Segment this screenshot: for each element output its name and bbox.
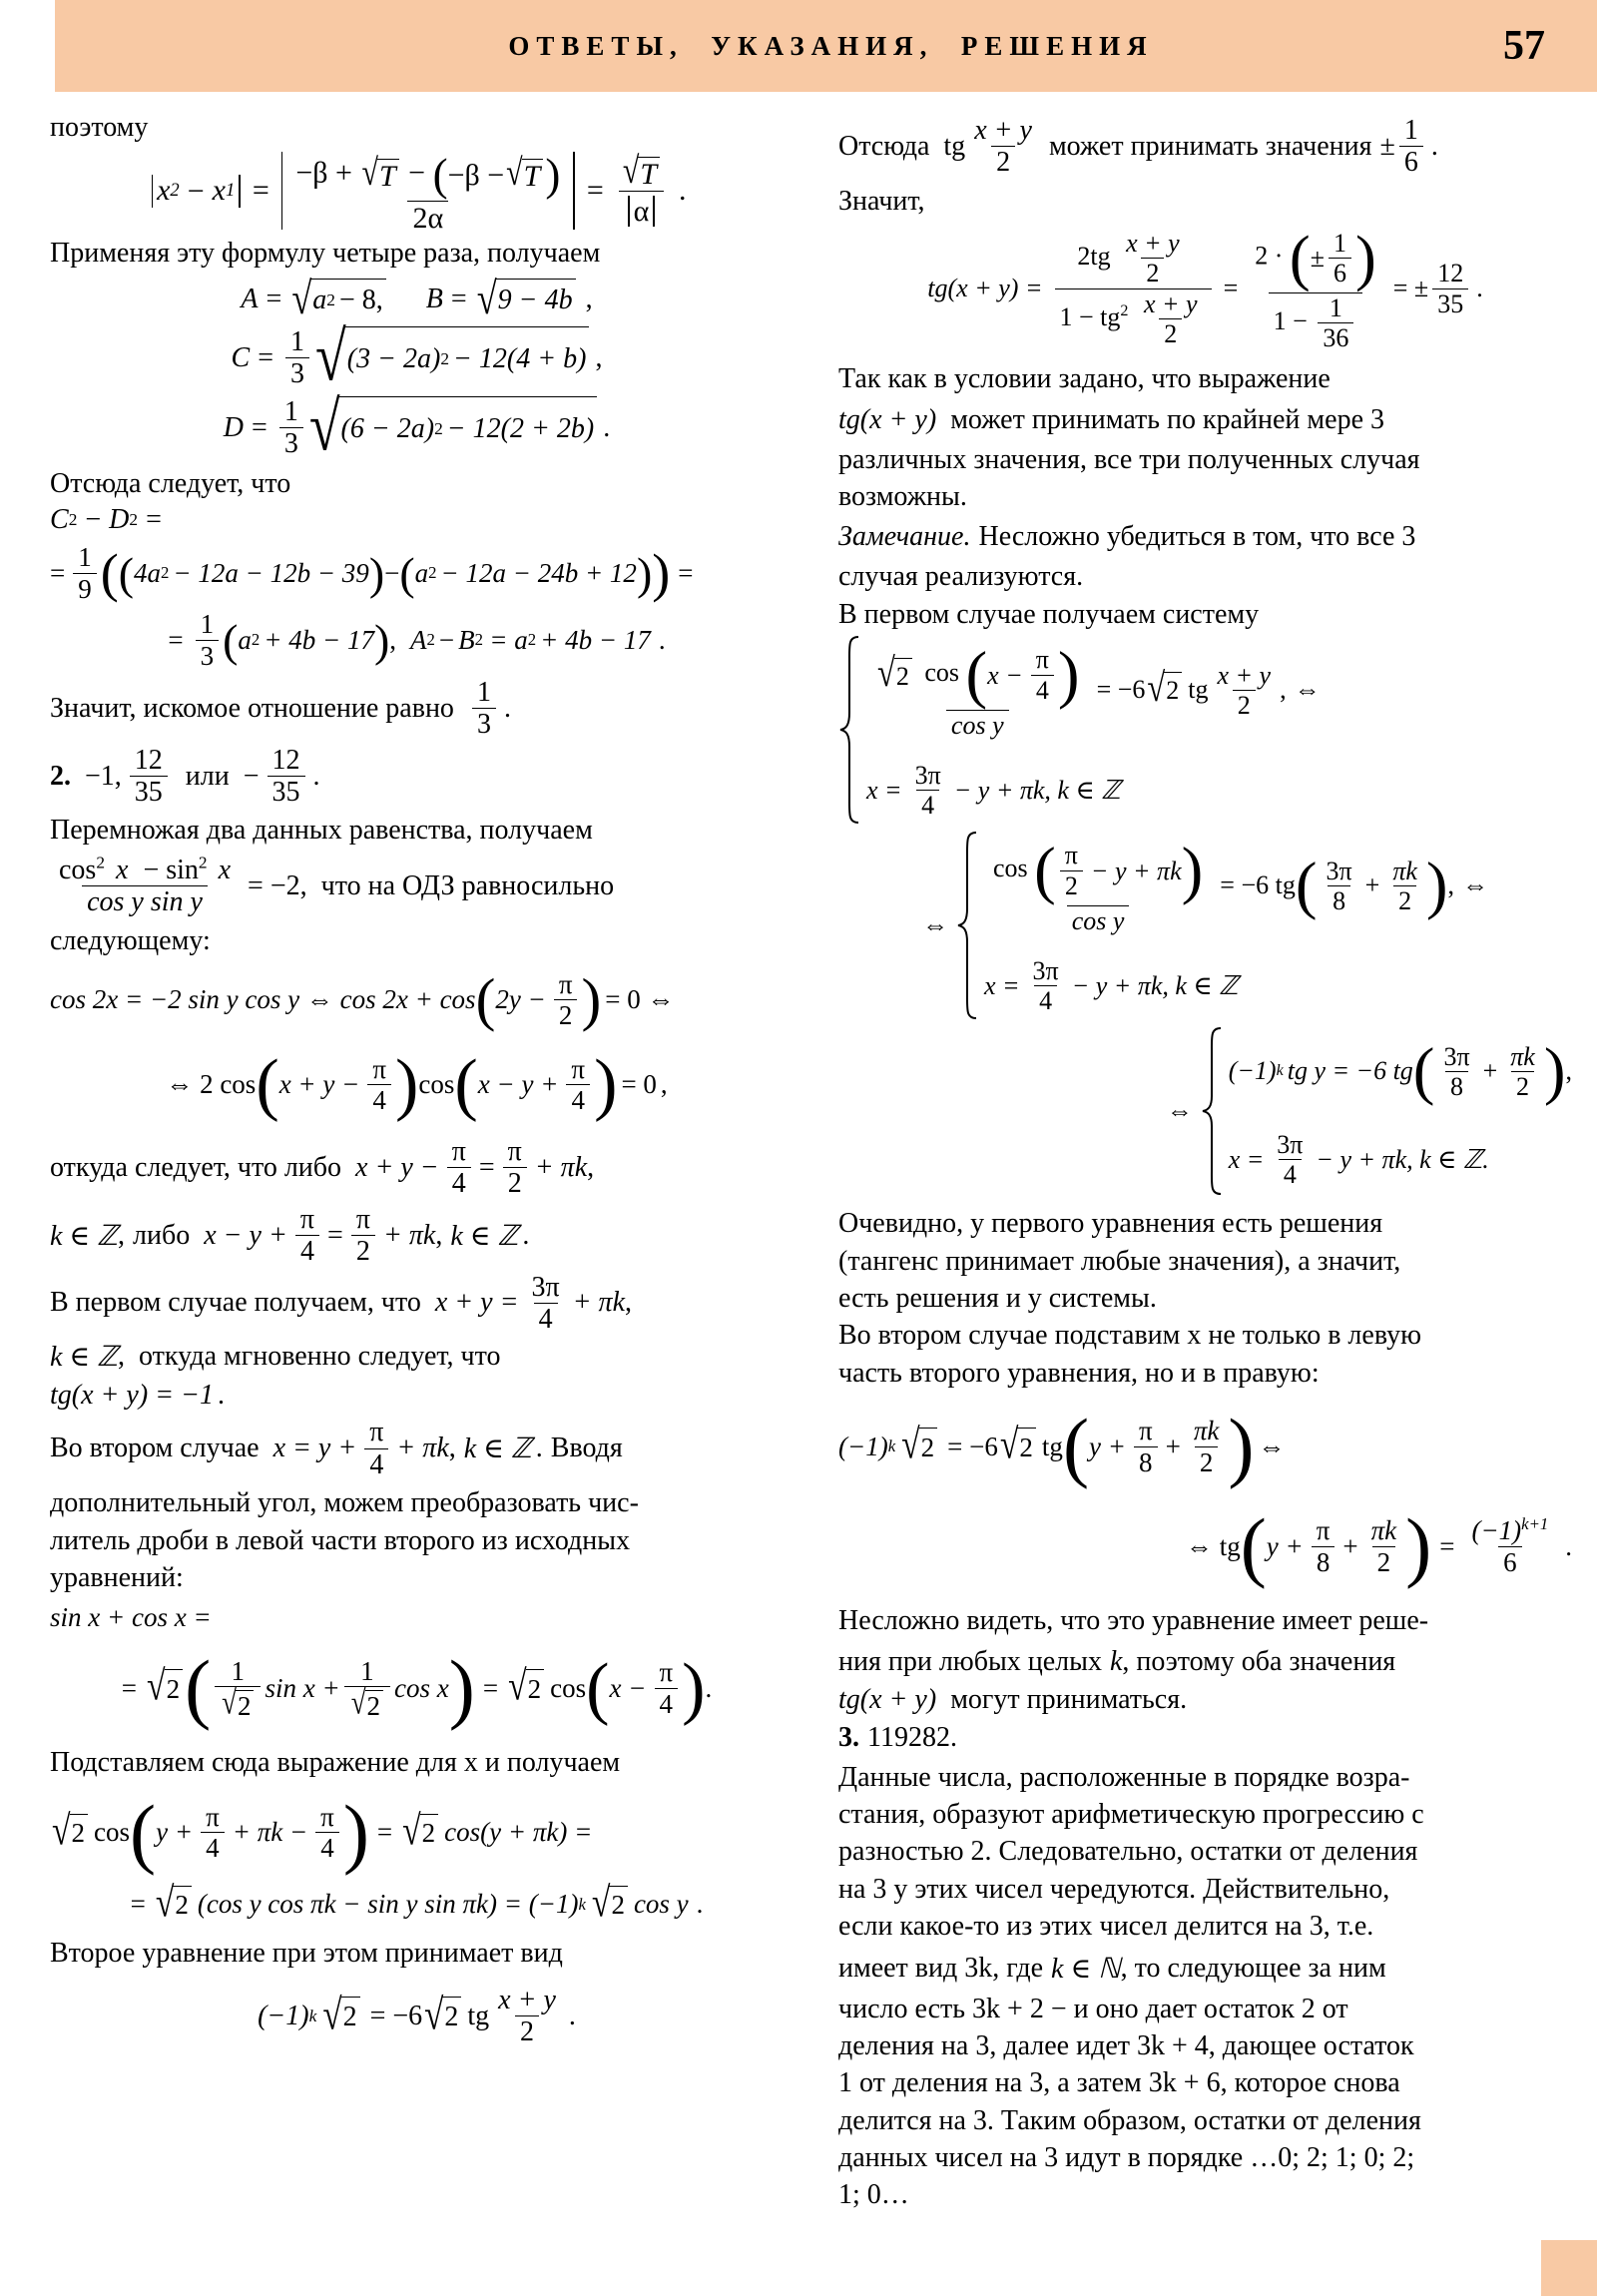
paragraph-peremnozhaya: Перемножая два данных равенства, получаем xyxy=(50,815,593,847)
sqrt-T-result: T xyxy=(638,157,660,191)
remark-label: Замечание. xyxy=(838,521,971,553)
system-1 xyxy=(838,635,1572,825)
paragraph-znachit-otnoshenie: Значит, искомое отношение равно $\frac{1}{3}$ . xyxy=(50,676,511,741)
equals-1: = xyxy=(252,174,269,208)
equation-D: D = $\frac{1}{3}$ √ (6 − 2a) 2 − 12(2 + 2b) . xyxy=(223,387,611,466)
page-title: ОТВЕТЫ, УКАЗАНИЯ, РЕШЕНИЯ xyxy=(508,31,1154,61)
paragraph-zamechanie: Замечание. Несложно убедиться в том, что все 3 xyxy=(838,521,1416,553)
arrow-equiv-2: ⇔ xyxy=(1462,870,1489,900)
abs-alpha: α xyxy=(633,194,650,228)
paragraph-dopolnitelnyy: дополнительный угол, можем преобразовать чис- xyxy=(50,1487,639,1519)
paragraph-otkuda-sleduet-libo: откуда следует, что либо x + y − $\frac{\pi}{4}$ = $\frac{\pi}{2}$ + πk , xyxy=(50,1135,595,1200)
system-2 xyxy=(838,831,1572,1020)
equation-tg-xy-equals-minus1: tg(x + y) = −1 . xyxy=(50,1380,225,1412)
paragraph-1ot-deleniya: 1 от деления на 3, а затем 3k + 6, которое снова xyxy=(838,2067,1400,2099)
right-column xyxy=(838,110,1572,2215)
paragraph-otsyuda-tg: Отсюда tg $\frac{x + y}{2}$ может принимать значения ± $\frac{1}{6}$ . xyxy=(838,115,1438,179)
equation-cos2-sin2-fraction: $\frac{\cos^2 x - \sin^2 x}{\text{cos y sin y}}$ = −2 , что на ОДЗ равносильно xyxy=(59,853,615,918)
equation-A-and-B: A = √ a 2 − 8, B = √ 9 − 4b , xyxy=(241,273,593,323)
equation-sinx-plus-cosx: sin x + cos x = xyxy=(50,1602,212,1633)
paragraph-imeet-vid: имеет вид 3k, где k ∈ ℕ , то следующее за ним xyxy=(838,1952,1386,1985)
equation-right-2: ⇔ tg ( y + $\frac{\pi}{8}$ + $\frac{\pi k}{2}$ ) = $\frac{(-1)^{k+1}}{6}$ . xyxy=(1185,1502,1572,1590)
item-3-value: 119282. xyxy=(867,1721,957,1753)
math-B: B xyxy=(425,283,443,314)
paragraph-vpervom-sistemu: В первом случае получаем систему xyxy=(838,598,1260,630)
equation-cos2x-line2: ⇔ 2 cos ( x + y − $\frac{\pi}{4}$ ) cos ( x − y + $\frac{\pi}{4}$ ) = 0 , xyxy=(166,1044,668,1123)
system-3-row-2: x = $\frac{3\pi}{4}$ − y + πk, k ∈ ℤ. xyxy=(1228,1129,1489,1190)
paragraph-niya-pri-lyubyh: ния при любых целых k , поэтому оба значения xyxy=(838,1645,1396,1677)
paragraph-poetomu: поэтому xyxy=(50,112,149,143)
system-brace-1 xyxy=(838,635,860,825)
system-3-row-1: (−1) k tg y = −6 tg ( $\frac{3\pi}{8}$ + $\frac{\pi k}{2}$ ) , xyxy=(1228,1034,1572,1107)
equation-substitution-line2: = √ 2 (cos y cos πk − sin y sin πk) = (−1) k √ 2 cos y . xyxy=(130,1879,704,1926)
paragraph-znachit: Значит, xyxy=(838,185,925,217)
paragraph-chislo-est: число есть 3k + 2 − и оно дает остаток 2 от xyxy=(838,1993,1348,2024)
paragraph-takkak: Так как в условии задано, что выражение xyxy=(838,363,1331,395)
math-x2: x 2 xyxy=(157,174,180,208)
paragraph-sluchaya-realizuyutsya: случая реализуются. xyxy=(838,561,1084,593)
sqrt-T-b: T xyxy=(522,159,544,193)
system-2-row-1: cos ( $\frac{\pi}{2}$ − y + πk ) cos y = −6 tg ( $\frac{3\pi}{8}$ + $\frac{\pi k}{2}$ ) , ⇔ xyxy=(992,835,1489,936)
paragraph-dannyh-chisel: данных чисел на 3 идут в порядке …0; 2; 1; 0; 2; xyxy=(838,2142,1415,2174)
paragraph-deleniya-na3: деления на 3, далее идет 3k + 4, дающее остаток xyxy=(838,2029,1414,2061)
answer-item-3 xyxy=(838,1722,1572,1754)
arrow-equiv-1: ⇔ xyxy=(1294,675,1321,705)
period-mark: . xyxy=(679,174,687,208)
math-minus-sign: − xyxy=(187,174,205,208)
paragraph-stania: стания, образуют арифметическую прогрессию с xyxy=(838,1798,1424,1830)
equation-C2-D2-result: = $\frac{1}{3}$ ( a 2 + 4b − 17 ) , A 2 − B 2 = a 2 + 4b − 17 . xyxy=(168,609,666,671)
equation-x2-minus-x1: x 2 − x 1 = −β + √ T − ( −β − √ T ) 2α = √ T α . xyxy=(50,152,784,230)
answer-item-2: 2. −1, $\frac{12}{35}$ или − $\frac{12}{35}$ . xyxy=(50,744,320,809)
system-2-row-2: x = $\frac{3\pi}{4}$ − y + πk, k ∈ ℤ xyxy=(983,955,1239,1015)
page-body xyxy=(0,92,1597,2296)
paragraph-podstavlyaem: Подставляем сюда выражение для x и получаем xyxy=(50,1747,621,1779)
paragraph-uravnenii: уравнений: xyxy=(50,1561,184,1593)
paragraph-chast-vtorogo: часть второго уравнения, но и в правую: xyxy=(838,1357,1320,1389)
paragraph-vozmozhny: возможны. xyxy=(838,481,967,513)
equation-C2-D2-expansion: = $\frac{1}{9}$ ( ( 4a 2 − 12a − 12b − 39 ) − ( a 2 − 12a − 24b + 12 ) ) = xyxy=(50,542,694,604)
system-brace-3 xyxy=(1201,1026,1223,1196)
left-column xyxy=(50,110,784,2053)
math-x1: x 1 xyxy=(212,174,236,208)
paragraph-vpervom-sluchae: В первом случае получаем, что x + y = $\frac{3\pi}{4}$ + πk , xyxy=(50,1271,632,1335)
equation-C2-D2-lhs: C 2 − D 2 = xyxy=(50,504,162,536)
paragraph-vovtorom-podstavim: Во втором случае подставим x не только в левую xyxy=(838,1320,1422,1352)
paragraph-tgxy-mozhet: tg(x + y) может принимать по крайней мере 3 xyxy=(838,403,1384,435)
paragraph-estresheniya: есть решения и у системы. xyxy=(838,1283,1157,1315)
paragraph-esli: если какое-то из этих чисел делится на 3, т.е. xyxy=(838,1911,1374,1943)
math-D: D xyxy=(223,411,245,443)
paragraph-dannye-chisla: Данные числа, расположенные в порядке возра- xyxy=(838,1761,1410,1793)
paragraph-raznostyu: разностью 2. Следовательно, остатки от деления xyxy=(838,1836,1418,1868)
item-2-number: 2. xyxy=(50,760,71,792)
math-C: C xyxy=(231,341,251,373)
paragraph-otsyuda-sleduet: Отсюда следует, что xyxy=(50,467,291,499)
paragraph-na3: на 3 у этих чисел чередуются. Действительно, xyxy=(838,1873,1390,1905)
equation-substitution-line1: √ 2 cos ( y + $\frac{\pi}{4}$ + πk − $\frac{\pi}{4}$ ) = √ 2 cos(y + πk) = xyxy=(52,1788,593,1876)
paragraph-razlichnyh: различных значения, все три полученных случая xyxy=(838,443,1420,475)
system-1-row-1: √ 2 cos ( x − $\frac{\pi}{4}$ ) cos y = −6 √ 2 tg $\frac{x + y}{2}$ , ⇔ xyxy=(877,639,1321,741)
equation-cos2x-line1: cos 2x = −2 sin y cos y ⇔ cos 2x + cos ( 2y − $\frac{\pi}{2}$ ) = 0 ⇔ xyxy=(50,965,675,1032)
paragraph-primenyaya: Применяя эту формулу четыре раза, получаем xyxy=(50,238,601,270)
paragraph-delitsya-na3: делится на 3. Таким образом, остатки от деления xyxy=(838,2104,1421,2136)
equation-right-1: (−1) k √ 2 = −6 √ 2 tg ( y + $\frac{\pi}{8}$ + $\frac{\pi k}{2}$ ) ⇔ xyxy=(838,1403,1286,1490)
system-brace-2 xyxy=(956,831,978,1020)
page-header-band xyxy=(55,0,1597,92)
arrow-equiv-2-lead: ⇔ xyxy=(921,910,948,940)
arrow-equiv-3-lead: ⇔ xyxy=(1166,1096,1193,1126)
paragraph-ostatki-tail: 1; 0… xyxy=(838,2179,909,2211)
equation-final-left: (−1) k √ 2 = −6 √ 2 tg $\frac{x + y}{2}$ . xyxy=(258,1985,576,2048)
paragraph-ochevidno: Очевидно, у первого уравнения есть решения xyxy=(838,1208,1383,1240)
paragraph-tgxy-mogut: tg(x + y) могут приниматься. xyxy=(838,1683,1188,1715)
page-number: 57 xyxy=(1503,23,1545,69)
equation-C: C = $\frac{1}{3}$ √ (3 − 2a) 2 − 12(4 + b) , xyxy=(231,317,603,396)
paragraph-litel-drobi: литель дроби в левой части второго из исходных xyxy=(50,1524,631,1556)
paragraph-tangens: (тангенс принимает любые значения), а значит, xyxy=(838,1245,1401,1277)
denominator-2alpha: 2α xyxy=(407,201,448,235)
equals-2: = xyxy=(586,174,604,208)
paragraph-neslozhno: Несложно видеть, что это уравнение имеет реше- xyxy=(838,1605,1429,1637)
paragraph-kz-otkuda-mgnovenno: k ∈ ℤ , откуда мгновенно следует, что xyxy=(50,1341,501,1374)
math-A: A xyxy=(241,283,259,314)
paragraph-sleduyushchemu: следующему: xyxy=(50,924,211,956)
equation-tg-double-angle: tg(x + y) = 2tg $\frac{x + y}{2}$ $1 - tg^2$ $\frac{x + y}{2}$ = 2 · ( ± $\frac{1}{6}$ ) 1 − $\frac{1}{36}$ = ± $\frac{12}{35}$ . xyxy=(927,224,1483,352)
system-1-row-2: x = $\frac{3\pi}{4}$ − y + πk, k ∈ ℤ xyxy=(866,760,1121,820)
equation-sqrt2-transform: = √ 2 ( 1 √ 2 sin x + 1 √ 2 cos x ) = √ 2 cos ( x − $\frac{\pi}{4}$ ) . xyxy=(121,1644,713,1732)
paragraph-kz-libo: k ∈ ℤ , либо x − y + $\frac{\pi}{4}$ = $\frac{\pi}{2}$ + πk , k ∈ ℤ . xyxy=(50,1203,530,1268)
sqrt-T-a: T xyxy=(377,159,399,193)
paragraph-vtoroe-uravnenie: Второе уравнение при этом принимает вид xyxy=(50,1937,563,1969)
bottom-corner-mark xyxy=(1541,2240,1597,2296)
paragraph-vovtorom-sluchae: Во втором случае x = y + $\frac{\pi}{4}$ + πk , k ∈ ℤ . Вводя xyxy=(50,1417,623,1480)
item-3-number: 3. xyxy=(838,1721,859,1753)
system-3 xyxy=(838,1026,1572,1196)
numerator-beta-T: −β + √ T − ( −β − √ T ) xyxy=(295,150,561,201)
